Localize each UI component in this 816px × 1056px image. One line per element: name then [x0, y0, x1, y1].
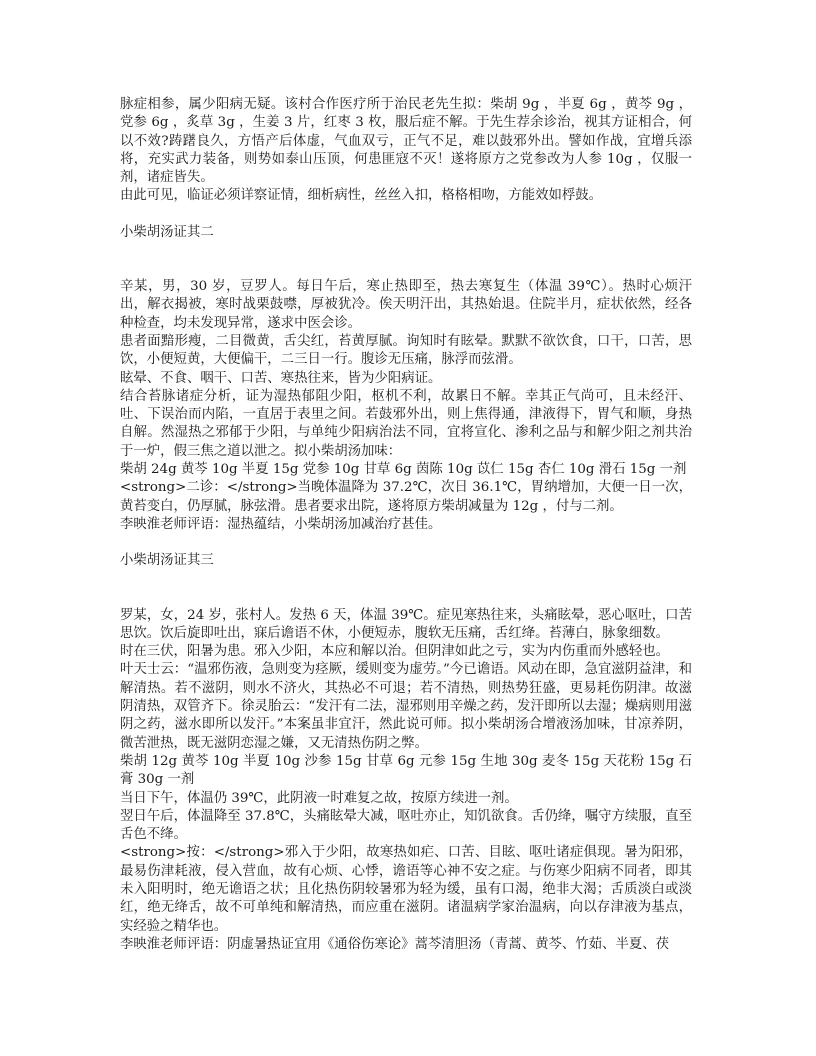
paragraph: 脉症相参，属少阳病无疑。该村合作医疗所于治民老先生拟：柴胡 9g ，半夏 6g ，黄芩 9g ，党参 6g ，炙草 3g ，生姜 3 片，红枣 3 枚，服后症不解。于先生荐余诊治，视其方证相合，何以不效?踌躇良久，方悟产后体虚，气血双亏，正气不足，难以鼓邪外出。譬如作战，宜增兵添将，充实武力装备，则势如泰山压顶，何患匪寇不灭！遂将原方之党参改为人参 10g ，仅服一剂，诸症皆失。: [120, 97, 692, 186]
paragraph: 时在三伏，阳暑为患。邪入少阳，本应和解以治。但阴津如此之亏，实为内伤重而外感轻也。: [120, 644, 670, 660]
section-title: 小柴胡汤证其三: [120, 553, 214, 569]
paragraph: 当日下午，体温仍 39℃，此阴液一时难复之故，按原方续进一剂。: [120, 790, 518, 806]
paragraph: <strong>二诊：</strong>当晚体温降为 37.2℃，次日 36.1℃，胃纳增加，大便一日一次，黄苔变白，仍厚腻，脉弦滑。患者要求出院，遂将原方柴胡减量为 12g ，付与二剂。: [120, 480, 692, 514]
paragraph: <strong>按：</strong>邪入于少阳，故寒热如疟、口苦、目眩、呕吐诸症俱现。暑为阳邪，最易伤津耗液，侵入营血，故有心烦、心悸，谵语等心神不安之症。与伤寒少阳病不同者，即其未入阳明时，绝无谵语之状；且化热伤阴较暑邪为轻为缓，虽有口渴，绝非大渴；舌质淡白或淡红，绝无绛舌，故不可单纯和解清热，而应重在滋阴。诸温病学家治温病，向以存津液为基点，实经验之精华也。: [120, 845, 692, 934]
prescription: 柴胡 24g 黄芩 10g 半夏 15g 党参 10g 甘草 6g 茵陈 10g 苡仁 15g 杏仁 10g 滑石 15g 一剂: [120, 462, 687, 478]
paragraph: 辛某，男，30 岁，豆罗人。每日午后，寒止热即至，热去寒复生（体温 39℃）。热时心烦汗出，解衣揭被，寒时战栗鼓噤，厚被犹冷。俟天明汗出，其热始退。住院半月，症状依然，经各种检查，均未发现异常，遂求中医会诊。: [120, 279, 692, 331]
paragraph: 由此可见，临证必须详察证情，细析病性，丝丝入扣，格格相吻，方能效如桴鼓。: [120, 188, 603, 204]
section-title: 小柴胡汤证其二: [120, 224, 214, 240]
document-page: [120, 96, 692, 954]
prescription: 柴胡 12g 黄芩 10g 半夏 10g 沙参 15g 甘草 6g 元参 15g 生地 30g 麦冬 15g 天花粉 15g 石膏 30g 一剂: [120, 753, 692, 788]
paragraph: 叶天士云：“温邪伤液，急则变为痉厥，缓则变为虚劳。”今已谵语。风动在即，急宜滋阴益津，和解清热。若不滋阴，则水不济火，其热必不可退；若不清热，则热势狂盛，更易耗伤阴津。故滋阴清热，双管齐下。徐灵胎云：“发汗有二法，湿邪则用辛燥之药，发汗即所以去湿；燥病则用滋阴之药，滋水即所以发汗。”本案虽非宜汗，然此说可师。拟小柴胡汤合增液汤加味，甘凉养阴，微苦泄热，既无滋阴恋湿之嫌，又无清热伤阴之弊。: [120, 662, 692, 751]
paragraph: 眩晕、不食、咽干、口苦、寒热往来，皆为少阳病证。: [120, 370, 442, 386]
teacher-comment: 李映淮老师评语：湿热蕴结，小柴胡汤加减治疗甚佳。: [120, 516, 442, 532]
paragraph: 翌日午后，体温降至 37.8℃，头痛眩晕大减，呕吐亦止，知饥欲食。舌仍绛，嘱守方续服，直至舌色不绛。: [120, 808, 692, 843]
teacher-comment: 李映淮老师评语：阴虚暑热证宜用《通俗伤寒论》蒿芩清胆汤（青蒿、黄芩、竹茹、半夏、茯: [120, 936, 670, 952]
paragraph: 结合苔脉诸症分析，证为湿热郁阻少阳，枢机不利，故累日不解。幸其正气尚可，且未经汗、吐、下误治而内陷，一直居于表里之间。若鼓邪外出，则上焦得通，津液得下，胃气和顺，身热自解。然湿热之邪郁于少阳，与单纯少阳病治法不同，宜将宣化、渗利之品与和解少阳之剂共治于一炉，假三焦之道以泄之。拟小柴胡汤加味：: [120, 388, 692, 459]
paragraph: 罗某，女，24 岁，张村人。发热 6 天，体温 39℃。症见寒热往来，头痛眩晕，恶心呕吐，口苦思饮。饮后旋即吐出，寐后谵语不休，小便短赤，腹软无压痛，舌红绛。苔薄白，脉象细数。: [120, 607, 692, 641]
paragraph: 患者面黯形瘦，二目微黄，舌尖红，苔黄厚腻。询知时有眩晕。默默不欲饮食，口干，口苦，思饮，小便短黄，大便偏干，二三日一行。腹诊无压痛，脉浮而弦滑。: [120, 333, 692, 368]
